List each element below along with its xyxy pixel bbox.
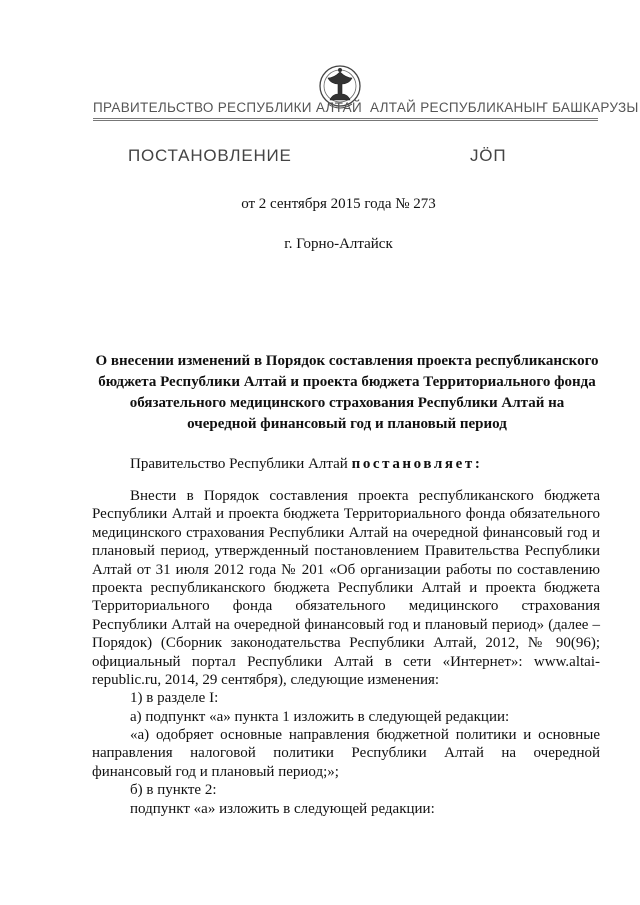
body-line: Республики Алтай на очередной финансовый год и плановый период» (далее – (92, 616, 600, 633)
document-date-number: от 2 сентября 2015 года № 273 (241, 196, 436, 212)
body-line: Республики Алтай и проекта бюджета Территориального фонда обязательного (92, 506, 600, 523)
decree-subject: Правительство Республики Алтай (130, 456, 348, 472)
document-body (92, 487, 600, 818)
body-line: Территориального фонда обязательного медицинского страхования (92, 598, 600, 615)
body-line: плановый период, утвержденный постановлением Правительства Республики (92, 543, 600, 560)
header-rule-top (93, 118, 598, 119)
heading-line: бюджета Республики Алтай и проекта бюджета Территориального фонда (98, 374, 596, 390)
body-line: 1) в разделе I: (130, 690, 219, 707)
government-name-altai: АЛТАЙ РЕСПУБЛИКАНЫҤ БАШКАРУЗЫ (370, 100, 639, 115)
document-type-russian: ПОСТАНОВЛЕНИЕ (128, 146, 292, 165)
body-line: Алтай от 31 июля 2012 года № 201 «Об организации работы по составлению (92, 561, 600, 578)
document-type-altai: ЈÖП (470, 146, 507, 165)
decree-statement (130, 456, 482, 473)
body-line: медицинского страхования Республики Алтай на очередной финансовый год и (92, 524, 600, 541)
government-name-russian: ПРАВИТЕЛЬСТВО РЕСПУБЛИКИ АЛТАЙ (93, 100, 362, 115)
body-line: направления налоговой политики Республики Алтай на очередной (92, 745, 600, 762)
body-line: официальный портал Республики Алтай в сети «Интернет»: www.altai- (92, 653, 600, 670)
body-line: а) подпункт «а» пункта 1 изложить в следующей редакции: (130, 708, 510, 725)
decree-verb: постановляет: (351, 456, 483, 472)
heading-line: О внесении изменений в Порядок составления проекта республиканского (95, 353, 599, 369)
body-line: Порядок) (Сборник законодательства Республики Алтай, 2012, № 90(96); (92, 635, 600, 652)
body-line: подпункт «а» изложить в следующей редакции: (130, 800, 435, 817)
body-line: Внести в Порядок составления проекта республиканского бюджета (130, 488, 600, 504)
body-line: republic.ru, 2014, 29 сентября), следующие изменения: (92, 671, 440, 688)
body-line: б) в пункте 2: (130, 782, 217, 799)
document-city: г. Горно-Алтайск (284, 236, 393, 252)
body-line: финансовый год и плановый период;»; (92, 763, 339, 780)
document-heading (92, 351, 602, 435)
heading-line: обязательного медицинского страхования Республики Алтай на (129, 395, 565, 411)
body-line: проекта республиканского бюджета Республики Алтай и проекта бюджета (92, 579, 600, 596)
body-line: «а) одобряет основные направления бюджетной политики и основные (130, 727, 600, 744)
heading-line: очередной финансовый год и плановый период (187, 416, 507, 432)
header-rule-bottom (93, 120, 598, 121)
